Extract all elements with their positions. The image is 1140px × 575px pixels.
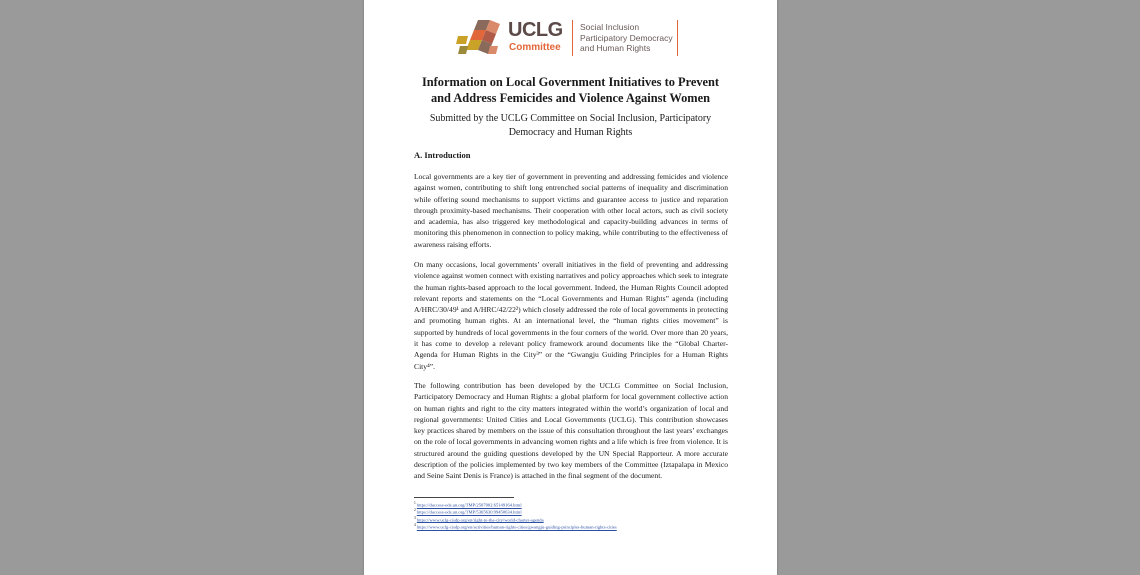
footnote-separator xyxy=(414,497,514,498)
footnote xyxy=(414,516,734,523)
document-title xyxy=(394,74,747,106)
footnote xyxy=(414,501,734,508)
footnote-number: 1 xyxy=(414,501,416,505)
footnote-link[interactable]: https://daccess-ods.un.org/TMP/5365630.99450634.html xyxy=(416,509,522,515)
footnote-link[interactable]: https://www.uclg-cisdp.org/en/right-to-the-city/world-charter-agenda xyxy=(416,517,544,523)
section-heading: A. Introduction xyxy=(414,150,471,160)
title-line: and Address Femicides and Violence Against Women xyxy=(430,91,711,105)
logo-org-name: UCLG xyxy=(508,19,563,41)
footnote-link[interactable]: https://www.uclg-cisdp.org/en/activities/human-rights-cities/gwangju-guiding-principles-human-rights-cities xyxy=(416,524,617,530)
uclg-logo-mark-icon xyxy=(456,18,502,58)
paragraph-1: Local governments are a key tier of government in preventing and addressing femicides and violence against women, contributing to shift long entrenched social patterns of inequality and discrimination while offering sound mechanisms to support victims and guarantee access to justice and reparation through proximity-based mechanisms. Their cooperation with other local actors, such as civil society and academia, has also triggered key methodological and capacity-building advances in terms of monitoring this phenomenon in connection to policy making, while contributing to the effectiveness of awareness raising efforts. xyxy=(414,172,728,249)
title-line: Information on Local Government Initiatives to Prevent xyxy=(421,75,720,89)
footnote-number: 3 xyxy=(414,515,416,520)
paragraph-2: On many occasions, local governments’ overall initiatives in the field of preventing and addressing violence against women connect with existing narratives and policy approaches which seek to integrate the human rights-based approach to the local government. Indeed, the Human Rights Council adopted relevant reports and statements on the “Local Governments and Human Rights” agenda (including A/HRC/30/49¹ and A/HRC/42/22²) which closely addressed the role of local governments in protecting and promoting human rights. At an international level, the “human rights cities movement” is supported by hundreds of local governments in the four corners of the world. Over more than 20 years, it has come to develop a relevant policy framework around documents like the “Global Charter-Agenda for Human Rights in the City³” or the “Gwangju Guiding Principles for a Human Rights City⁴”. xyxy=(414,260,728,371)
uclg-logo xyxy=(456,18,696,58)
logo-subtitle xyxy=(580,22,690,54)
footnote-number: 2 xyxy=(414,508,416,513)
document-page xyxy=(364,0,777,575)
submitted-line: Submitted by the UCLG Committee on Social Inclusion, Participatory xyxy=(429,113,712,124)
footnote-number: 4 xyxy=(414,522,416,527)
logo-subtitle-line: Social Inclusion xyxy=(580,22,640,32)
logo-committee-label: Committee xyxy=(509,42,561,53)
paragraph-3: The following contribution has been developed by the UCLG Committee on Social Inclusion, Participatory Democracy and Human Rights: a global platform for local government collective action on human rights and right to the city matters integrated within the world’s organization of local and regional governments: United Cities and Local Governments (UCLG). This contribution showcases key practices shared by members on the issue of this consultation throughout the last years’ exchanges on the role of local governments in advancing women rights and a life which is free from violence. It is structured around the guiding questions developed by the UN Special Rapporteur. A more accurate description of the policies implemented by two key members of the Committee (Iztapalapa in Mexico and Seine Saint Denis is France) is attached in the final segment of the document. xyxy=(414,381,728,481)
logo-subtitle-line: Participatory Democracy xyxy=(580,32,673,43)
footnote-link[interactable]: https://daccess-ods.un.org/TMP/2507002.65149164.html xyxy=(416,502,522,508)
logo-subtitle-line: and Human Rights xyxy=(580,43,651,53)
footnotes xyxy=(414,501,734,530)
submitted-line: Democracy and Human Rights xyxy=(508,126,633,138)
submitted-by xyxy=(419,112,722,139)
footnote xyxy=(414,523,734,530)
footnote xyxy=(414,508,734,515)
